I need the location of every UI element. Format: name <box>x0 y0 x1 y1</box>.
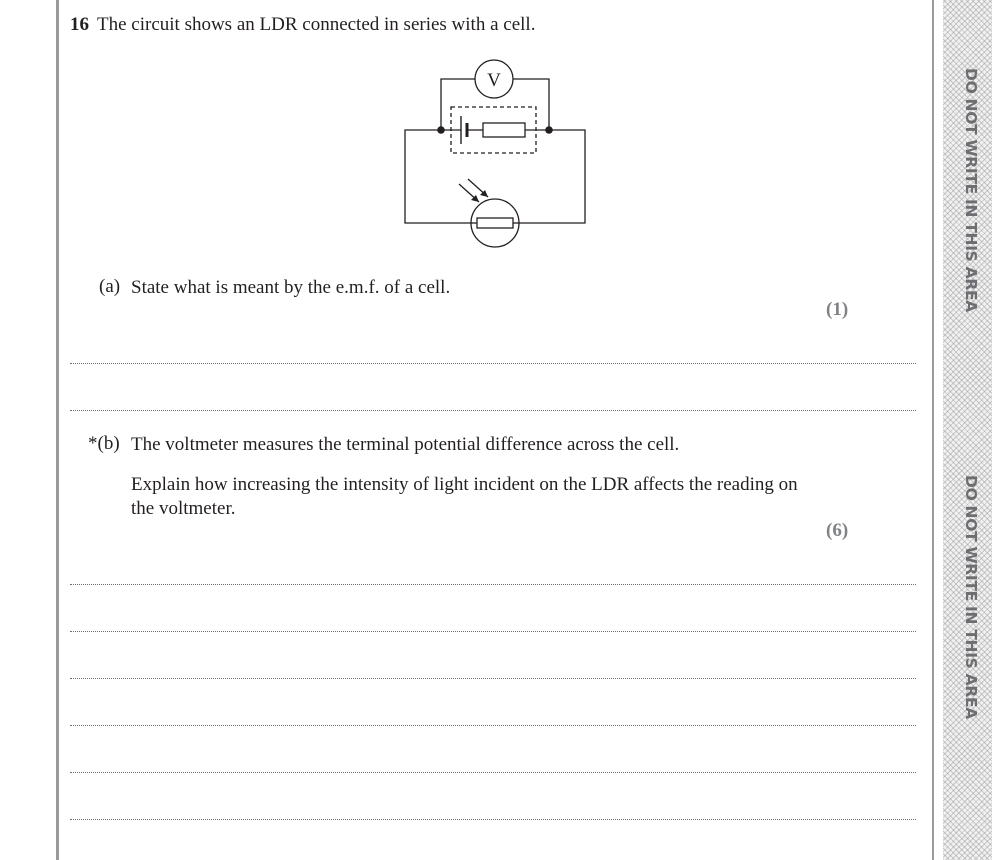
right-margin-rule <box>932 0 934 860</box>
answer-line[interactable] <box>70 410 916 411</box>
ldr-circle <box>471 199 519 247</box>
internal-resistor <box>483 123 525 137</box>
answer-line[interactable] <box>70 819 916 820</box>
margin-warning-bottom: DO NOT WRITE IN THIS AREA <box>962 475 980 719</box>
part-b-label: *(b) <box>88 433 120 454</box>
question-number: 16 <box>70 14 89 35</box>
question-stem <box>70 14 535 36</box>
answer-line[interactable] <box>70 678 916 679</box>
answer-line[interactable] <box>70 725 916 726</box>
part-a-marks: (1) <box>826 299 849 320</box>
cell-dashed-box <box>451 107 536 153</box>
main-wire-right <box>519 130 585 223</box>
part-b-instruction: Explain how increasing the intensity of light incident on the LDR affects the reading on the voltmeter. <box>131 474 798 519</box>
margin-warning-top: DO NOT WRITE IN THIS AREA <box>962 68 980 312</box>
ldr-resistor <box>477 218 513 228</box>
answer-line[interactable] <box>70 631 916 632</box>
part-a-label: (a) <box>99 276 121 297</box>
answer-line[interactable] <box>70 584 916 585</box>
junction-right <box>545 126 553 134</box>
part-a-text: State what is meant by the e.m.f. of a cell. <box>131 277 451 298</box>
left-margin-rule <box>56 0 59 860</box>
voltmeter-label: V <box>487 70 501 91</box>
part-b-text: The voltmeter measures the terminal potential difference across the cell. <box>131 434 680 455</box>
voltmeter-wire-right <box>513 79 549 130</box>
question-text: The circuit shows an LDR connected in series with a cell. <box>97 14 536 35</box>
part-b-marks: (6) <box>826 520 849 541</box>
answer-line[interactable] <box>70 363 916 364</box>
junction-left <box>437 126 445 134</box>
answer-line[interactable] <box>70 772 916 773</box>
circuit-diagram <box>396 58 596 254</box>
voltmeter-wire-left <box>441 79 475 130</box>
